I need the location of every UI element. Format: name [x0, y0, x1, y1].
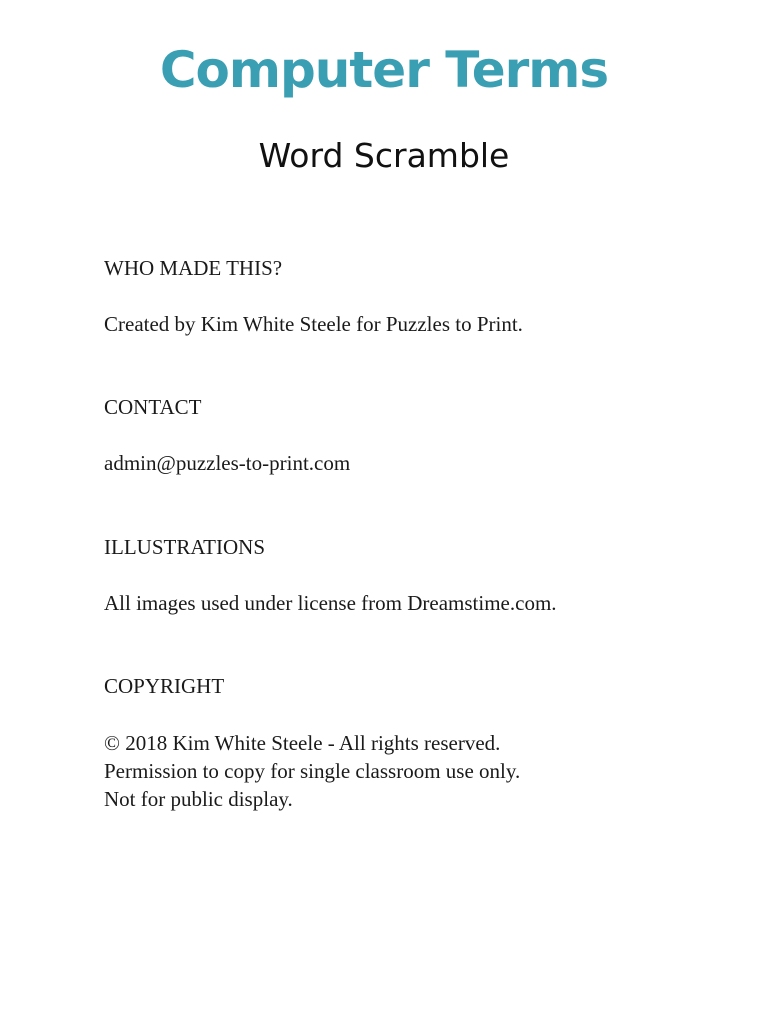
copyright-line: Permission to copy for single classroom use only.	[104, 759, 521, 783]
contact-email: admin@puzzles-to-print.com	[104, 451, 351, 475]
section-heading-copyright: COPYRIGHT	[104, 674, 225, 698]
section-heading-contact: CONTACT	[104, 395, 202, 419]
page-title: Computer Terms	[159, 41, 609, 99]
section-body-illustrations: All images used under license from Dreamstime.com.	[104, 591, 557, 615]
copyright-line: © 2018 Kim White Steele - All rights reserved.	[104, 731, 501, 755]
section-body-who: Created by Kim White Steele for Puzzles to Print.	[104, 312, 523, 336]
copyright-line: Not for public display.	[104, 787, 293, 811]
page-subtitle: Word Scramble	[258, 136, 510, 175]
section-heading-who: WHO MADE THIS?	[104, 256, 283, 280]
section-heading-illustrations: ILLUSTRATIONS	[104, 535, 265, 559]
